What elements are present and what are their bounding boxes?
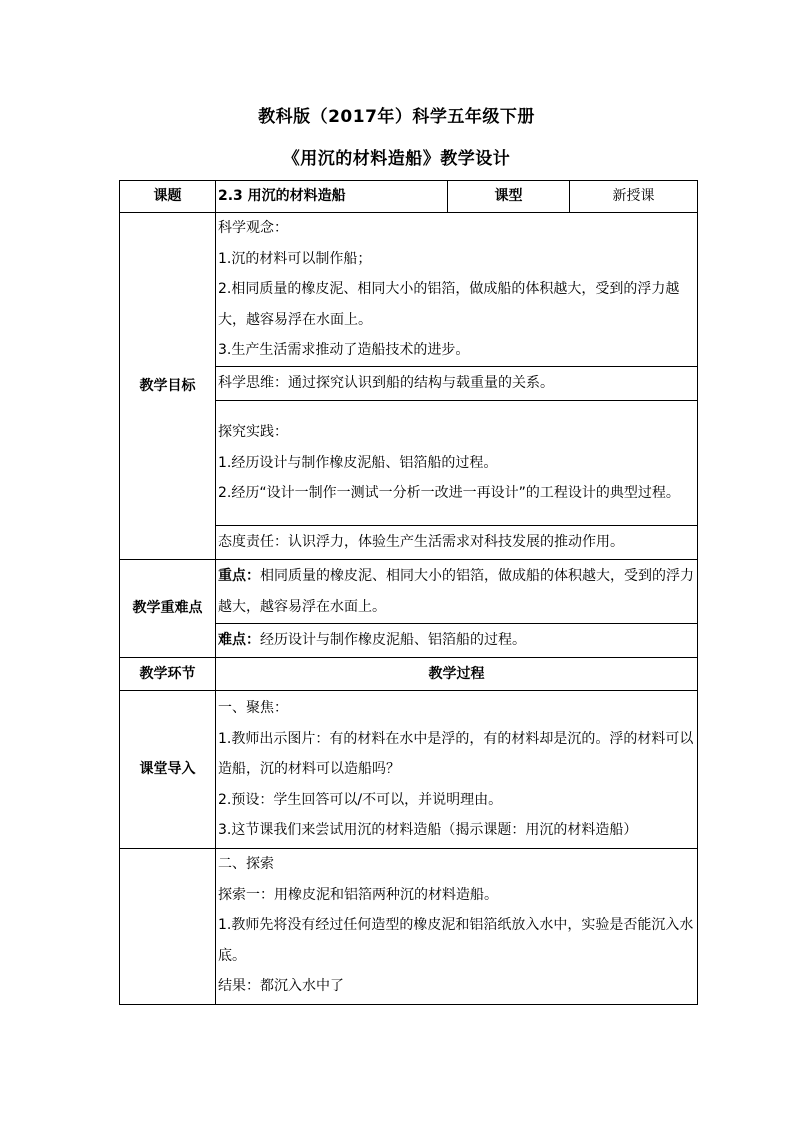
process-line: 二、探索 bbox=[218, 856, 274, 872]
intro-content bbox=[216, 691, 698, 849]
explore-row bbox=[120, 849, 698, 1005]
objective-attitude: 态度责任：认识浮力，体验生产生活需求对科技发展的推动作用。 bbox=[216, 526, 698, 560]
explore-content bbox=[216, 849, 698, 1005]
key-points-label: 教学重难点 bbox=[120, 560, 216, 658]
objective-line: 2.经历“设计一制作一测试一分析一改进一再设计”的工程设计的典型过程。 bbox=[218, 485, 680, 502]
type-value: 新授课 bbox=[570, 181, 698, 213]
objective-line: 3.生产生活需求推动了造船技术的进步。 bbox=[218, 342, 470, 359]
stage-header: 教学环节 bbox=[120, 658, 216, 691]
difficulty-label: 难点： bbox=[218, 632, 260, 649]
focus-text: 相同质量的橡皮泥、相同大小的铝箔，做成船的体积越大，受到的浮力越大，越容易浮在水面上。 bbox=[218, 568, 694, 615]
difficulty-text: 经历设计与制作橡皮泥船、铝箔船的过程。 bbox=[260, 632, 526, 649]
process-line: 2.预设：学生回答可以/不可以，并说明理由。 bbox=[218, 791, 503, 808]
topic-value: 2.3 用沉的材料造船 bbox=[216, 181, 448, 213]
intro-label: 课堂导入 bbox=[120, 691, 216, 849]
document-subtitle: 《用沉的材料造船》教学设计 bbox=[282, 149, 511, 169]
process-header: 教学过程 bbox=[216, 658, 698, 691]
document-title: 教科版（2017年）科学五年级下册 bbox=[258, 107, 535, 127]
process-line: 结果：都沉入水中了 bbox=[218, 978, 344, 994]
type-label: 课型 bbox=[448, 181, 570, 213]
key-point-focus bbox=[216, 560, 698, 624]
objectives-label: 教学目标 bbox=[120, 213, 216, 560]
objective-line: 1.沉的材料可以制作船； bbox=[218, 250, 372, 267]
lesson-plan-table bbox=[119, 180, 698, 1005]
topic-label: 课题 bbox=[120, 181, 216, 213]
topic-row bbox=[120, 181, 698, 213]
objective-line: 1.经历设计与制作橡皮泥船、铝箔船的过程。 bbox=[218, 454, 498, 471]
objectives-row-concept bbox=[120, 213, 698, 367]
process-line: 探索一：用橡皮泥和铝箔两种沉的材料造船。 bbox=[218, 886, 498, 903]
focus-label: 重点： bbox=[218, 568, 260, 584]
process-line: 3.这节课我们来尝试用沉的材料造船（揭示课题：用沉的材料造船） bbox=[218, 822, 638, 839]
objective-science-concept bbox=[216, 213, 698, 367]
process-line: 1.教师出示图片：有的材料在水中是浮的，有的材料却是沉的。浮的材料可以造船，沉的材料可以造船吗？ bbox=[218, 730, 694, 778]
process-line: 一、聚焦： bbox=[218, 700, 288, 717]
objective-inquiry bbox=[216, 401, 698, 526]
objective-science-thinking: 科学思维：通过探究认识到船的结构与载重量的关系。 bbox=[216, 367, 698, 401]
intro-row bbox=[120, 691, 698, 849]
process-header-row bbox=[120, 658, 698, 691]
objective-line: 2.相同质量的橡皮泥、相同大小的铝箔，做成船的体积越大，受到的浮力越大，越容易浮在水面上。 bbox=[218, 281, 680, 328]
objective-line: 科学观念： bbox=[218, 220, 288, 237]
key-point-difficulty bbox=[216, 624, 698, 658]
objective-line: 探究实践： bbox=[218, 424, 288, 441]
key-points-row-focus bbox=[120, 560, 698, 624]
process-line: 1.教师先将没有经过任何造型的橡皮泥和铝箔纸放入水中，实验是否能沉入水底。 bbox=[218, 917, 694, 964]
explore-label bbox=[120, 849, 216, 1005]
